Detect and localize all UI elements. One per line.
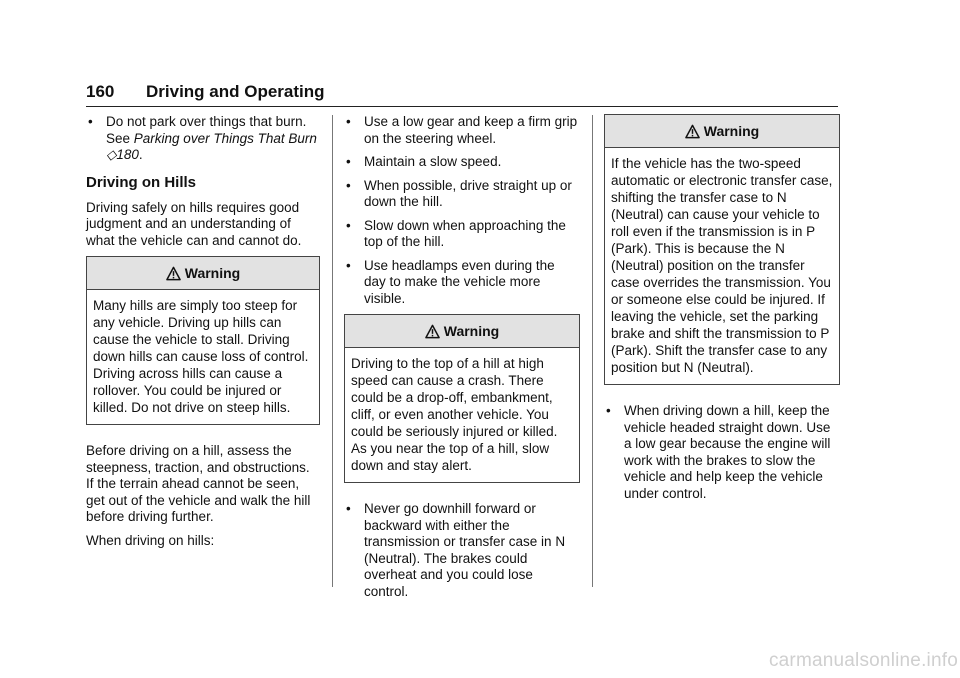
warning-triangle-icon — [166, 266, 181, 281]
page-number: 160 — [86, 82, 115, 101]
paragraph-assess: Before driving on a hill, assess the steepness, traction, and obstructions. If the terrain ahead cannot be seen, get out of the vehicle and walk the hill before driving further. — [86, 443, 311, 524]
list-item: • When possible, drive straight up or down the hill. — [346, 177, 572, 209]
warning-title: Warning — [703, 122, 760, 139]
column-2 — [344, 114, 580, 607]
watermark: carmanualsonline.info — [768, 650, 958, 671]
list-item: • Maintain a slow speed. — [346, 154, 502, 169]
cross-reference-link[interactable]: Parking over Things That Burn — [133, 130, 317, 146]
page-ref-number[interactable]: 180 — [116, 147, 139, 162]
bullet-no-park: • Do not park over things that burn. See Parking over Things That Burn ◇180. — [88, 114, 317, 162]
warning-box-hill-top — [344, 314, 580, 483]
warning-header — [605, 115, 839, 148]
column-divider-2 — [592, 115, 593, 587]
intro-paragraph: Driving safely on hills requires good judgment and an understanding of what the vehicle can and cannot do. — [86, 199, 302, 248]
column-divider-1 — [332, 115, 333, 587]
section-title: Driving and Operating — [146, 82, 325, 101]
bullet-dot: • — [88, 114, 93, 129]
warning-header — [345, 315, 579, 348]
warning-box-steep-hills — [86, 256, 320, 425]
warning-title: Warning — [184, 264, 241, 281]
warning-title: Warning — [443, 322, 500, 339]
warning-box-transfer-case — [604, 114, 840, 385]
list-item: • Use headlamps even during the day to make the vehicle more visible. — [346, 257, 555, 306]
list-item: • Use a low gear and keep a firm grip on the steering wheel. — [346, 114, 578, 146]
column-1 — [86, 114, 320, 556]
warning-header — [87, 257, 319, 290]
warning-text: Driving to the top of a hill at high speed can cause a crash. There could be a drop-off, embankment, cliff, or even another vehicle. You could be seriously injured or killed. As you near the top of a hill, slow down and stay alert. — [351, 356, 558, 473]
paragraph-when-driving: When driving on hills: — [86, 532, 215, 548]
warning-triangle-icon — [425, 324, 440, 339]
warning-text: Many hills are simply too steep for any vehicle. Driving up hills can cause the vehicle to stall. Driving down hills can cause loss of control. Driving across hills can cause a rollover. You could be injured or killed. Do not drive on steep hills. — [93, 298, 309, 415]
column-3 — [604, 114, 840, 509]
page-ref-icon: ◇ — [106, 147, 117, 162]
list-item: • Never go downhill forward or backward with either the transmission or transfer case in N (Neutral). The brakes could overheat and you could lose control. — [346, 501, 566, 599]
header-rule — [86, 106, 838, 107]
list-item: • When driving down a hill, keep the vehicle headed straight down. Use a low gear because the engine will work with the brakes to slow the vehicle and help keep the vehicle under control. — [606, 403, 831, 501]
section-heading: Driving on Hills — [86, 173, 197, 191]
page-header — [86, 82, 838, 108]
warning-triangle-icon — [685, 124, 700, 139]
warning-text: If the vehicle has the two-speed automatic or electronic transfer case, shifting the transfer case to N (Neutral) can cause your vehicle to roll even if the transmission is in P (Park). This is because the N (Neutral) position on the transfer case overrides the transmission. You or someone else could be injured. If leaving the vehicle, set the parking brake and shift the transmission to P (Park). Shift the transfer case to any position but N (Neutral). — [611, 156, 833, 375]
list-item: • Slow down when approaching the top of the hill. — [346, 217, 566, 249]
